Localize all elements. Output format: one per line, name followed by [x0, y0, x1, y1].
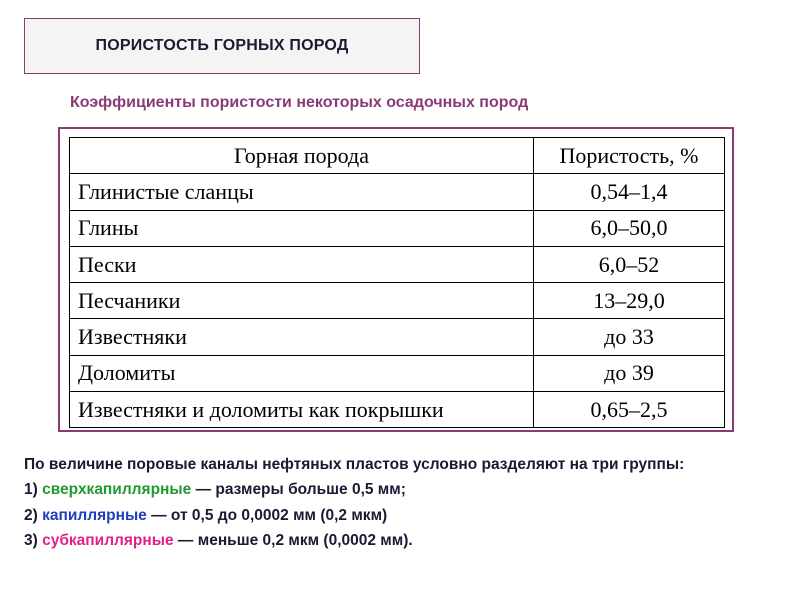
table-caption: Коэффициенты пористости некоторых осадочных пород: [70, 94, 529, 111]
group-item: [24, 506, 764, 525]
group-term: капиллярные: [42, 506, 147, 524]
table-row: [70, 174, 725, 210]
rock-name: Доломиты: [70, 355, 534, 391]
group-term: сверхкапиллярные: [42, 481, 192, 499]
porosity-value: 6,0–50,0: [534, 210, 725, 246]
table-row: [70, 319, 725, 355]
table-row: [70, 283, 725, 319]
header-porosity: Пористость, %: [534, 138, 725, 174]
notes-block: [24, 455, 764, 557]
group-item: [24, 531, 764, 550]
porosity-value: 13–29,0: [534, 283, 725, 319]
porosity-value: до 33: [534, 319, 725, 355]
rock-name: Известняки и доломиты как покрышки: [70, 392, 534, 428]
header-rock: Горная порода: [70, 138, 534, 174]
porosity-value: до 39: [534, 355, 725, 391]
porosity-value: 6,0–52: [534, 246, 725, 282]
rock-name: Глинистые сланцы: [70, 174, 534, 210]
group-number: 2): [24, 506, 38, 524]
table-row: [70, 392, 725, 428]
table-frame: [58, 127, 734, 432]
group-number: 1): [24, 481, 38, 499]
group-number: 3): [24, 532, 38, 550]
group-description: — меньше 0,2 мкм (0,0002 мм).: [173, 532, 413, 550]
group-description: — от 0,5 до 0,0002 мм (0,2 мкм): [146, 506, 388, 524]
table-row: [70, 355, 725, 391]
table-row: [70, 210, 725, 246]
title-box: [24, 18, 420, 74]
group-item: [24, 480, 764, 499]
table-header-row: [70, 138, 725, 174]
rock-name: Песчаники: [70, 283, 534, 319]
rock-name: Глины: [70, 210, 534, 246]
group-term: субкапиллярные: [42, 532, 174, 550]
porosity-value: 0,54–1,4: [534, 174, 725, 210]
rock-name: Известняки: [70, 319, 534, 355]
page-title: ПОРИСТОСТЬ ГОРНЫХ ПОРОД: [95, 37, 349, 54]
table-row: [70, 246, 725, 282]
porosity-table: [69, 137, 725, 428]
porosity-value: 0,65–2,5: [534, 392, 725, 428]
group-description: — размеры больше 0,5 мм;: [191, 481, 406, 499]
rock-name: Пески: [70, 246, 534, 282]
notes-intro: По величине поровые каналы нефтяных пластов условно разделяют на три группы:: [24, 456, 685, 473]
